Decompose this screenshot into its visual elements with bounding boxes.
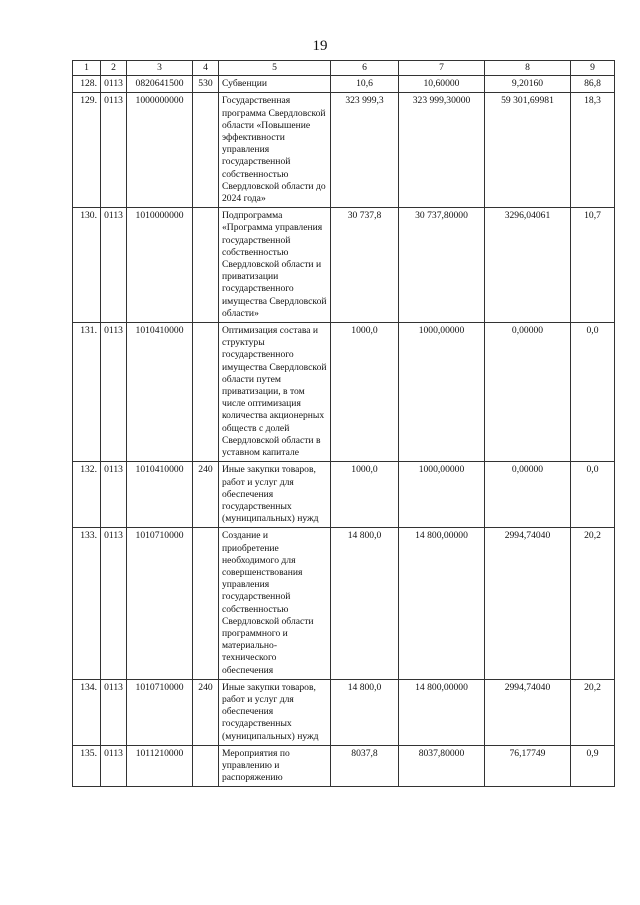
article-code: 0820641500 bbox=[127, 76, 193, 93]
article-code: 1010000000 bbox=[127, 208, 193, 323]
article-code: 1000000000 bbox=[127, 93, 193, 208]
plan-year: 1000,0 bbox=[331, 323, 399, 462]
plan-year: 14 800,0 bbox=[331, 528, 399, 679]
percent-executed: 0,0 bbox=[571, 323, 615, 462]
page-number: 19 bbox=[312, 38, 328, 54]
item-name: Создание и приобретение необходимого для совершенствования управления государственной собственностью Свердловской области программного и материально-технического обеспечения bbox=[219, 528, 331, 679]
article-code: 1010410000 bbox=[127, 323, 193, 462]
expense-type-code bbox=[193, 745, 219, 787]
table-row bbox=[73, 323, 615, 462]
column-header: 7 bbox=[399, 61, 485, 76]
article-code: 1011210000 bbox=[127, 745, 193, 787]
section-code: 0113 bbox=[101, 462, 127, 528]
column-header: 6 bbox=[331, 61, 399, 76]
item-name: Иные закупки товаров, работ и услуг для обеспечения государственных (муниципальных) нужд bbox=[219, 462, 331, 528]
item-name: Государственная программа Свердловской области «Повышение эффективности управления государственной собственностью Свердловской области до 2024 года» bbox=[219, 93, 331, 208]
table-row bbox=[73, 745, 615, 787]
executed-amount: 76,17749 bbox=[485, 745, 571, 787]
plan-period: 10,60000 bbox=[399, 76, 485, 93]
executed-amount: 0,00000 bbox=[485, 323, 571, 462]
plan-year: 14 800,0 bbox=[331, 679, 399, 745]
header-row bbox=[73, 61, 615, 76]
section-code: 0113 bbox=[101, 93, 127, 208]
item-name: Оптимизация состава и структуры государственного имущества Свердловской области путем приватизации, в том числе оптимизация количества акционерных обществ с долей Свердловской области в уставном капитале bbox=[219, 323, 331, 462]
percent-executed: 10,7 bbox=[571, 208, 615, 323]
item-name: Иные закупки товаров, работ и услуг для обеспечения государственных (муниципальных) нужд bbox=[219, 679, 331, 745]
expense-type-code: 240 bbox=[193, 462, 219, 528]
section-code: 0113 bbox=[101, 323, 127, 462]
item-name: Субвенции bbox=[219, 76, 331, 93]
table-row bbox=[73, 679, 615, 745]
expense-type-code bbox=[193, 208, 219, 323]
article-code: 1010410000 bbox=[127, 462, 193, 528]
expense-type-code: 530 bbox=[193, 76, 219, 93]
table-row bbox=[73, 462, 615, 528]
executed-amount: 0,00000 bbox=[485, 462, 571, 528]
column-header: 1 bbox=[73, 61, 101, 76]
section-code: 0113 bbox=[101, 76, 127, 93]
row-number: 134. bbox=[73, 679, 101, 745]
row-number: 131. bbox=[73, 323, 101, 462]
plan-period: 8037,80000 bbox=[399, 745, 485, 787]
plan-period: 14 800,00000 bbox=[399, 528, 485, 679]
plan-period: 14 800,00000 bbox=[399, 679, 485, 745]
item-name: Подпрограмма «Программа управления государственной собственностью Свердловской области и приватизации государственного имущества Свердловской области» bbox=[219, 208, 331, 323]
row-number: 133. bbox=[73, 528, 101, 679]
item-name: Мероприятия по управлению и распоряжению bbox=[219, 745, 331, 787]
table-row bbox=[73, 76, 615, 93]
plan-period: 30 737,80000 bbox=[399, 208, 485, 323]
expense-type-code bbox=[193, 93, 219, 208]
article-code: 1010710000 bbox=[127, 528, 193, 679]
column-header: 2 bbox=[101, 61, 127, 76]
column-header: 8 bbox=[485, 61, 571, 76]
row-number: 128. bbox=[73, 76, 101, 93]
table-row bbox=[73, 528, 615, 679]
expense-type-code bbox=[193, 323, 219, 462]
plan-year: 1000,0 bbox=[331, 462, 399, 528]
section-code: 0113 bbox=[101, 208, 127, 323]
executed-amount: 59 301,69981 bbox=[485, 93, 571, 208]
section-code: 0113 bbox=[101, 745, 127, 787]
plan-year: 30 737,8 bbox=[331, 208, 399, 323]
section-code: 0113 bbox=[101, 679, 127, 745]
percent-executed: 0,0 bbox=[571, 462, 615, 528]
table-row bbox=[73, 208, 615, 323]
executed-amount: 2994,74040 bbox=[485, 679, 571, 745]
plan-period: 1000,00000 bbox=[399, 323, 485, 462]
table-row bbox=[73, 93, 615, 208]
executed-amount: 2994,74040 bbox=[485, 528, 571, 679]
column-header: 9 bbox=[571, 61, 615, 76]
expense-type-code bbox=[193, 528, 219, 679]
column-header: 3 bbox=[127, 61, 193, 76]
percent-executed: 20,2 bbox=[571, 679, 615, 745]
plan-year: 323 999,3 bbox=[331, 93, 399, 208]
row-number: 135. bbox=[73, 745, 101, 787]
percent-executed: 86,8 bbox=[571, 76, 615, 93]
plan-year: 8037,8 bbox=[331, 745, 399, 787]
percent-executed: 20,2 bbox=[571, 528, 615, 679]
column-header: 4 bbox=[193, 61, 219, 76]
percent-executed: 18,3 bbox=[571, 93, 615, 208]
row-number: 132. bbox=[73, 462, 101, 528]
plan-year: 10,6 bbox=[331, 76, 399, 93]
plan-period: 323 999,30000 bbox=[399, 93, 485, 208]
section-code: 0113 bbox=[101, 528, 127, 679]
percent-executed: 0,9 bbox=[571, 745, 615, 787]
article-code: 1010710000 bbox=[127, 679, 193, 745]
row-number: 129. bbox=[73, 93, 101, 208]
executed-amount: 3296,04061 bbox=[485, 208, 571, 323]
plan-period: 1000,00000 bbox=[399, 462, 485, 528]
executed-amount: 9,20160 bbox=[485, 76, 571, 93]
row-number: 130. bbox=[73, 208, 101, 323]
column-header: 5 bbox=[219, 61, 331, 76]
expense-type-code: 240 bbox=[193, 679, 219, 745]
budget-table bbox=[72, 60, 615, 787]
